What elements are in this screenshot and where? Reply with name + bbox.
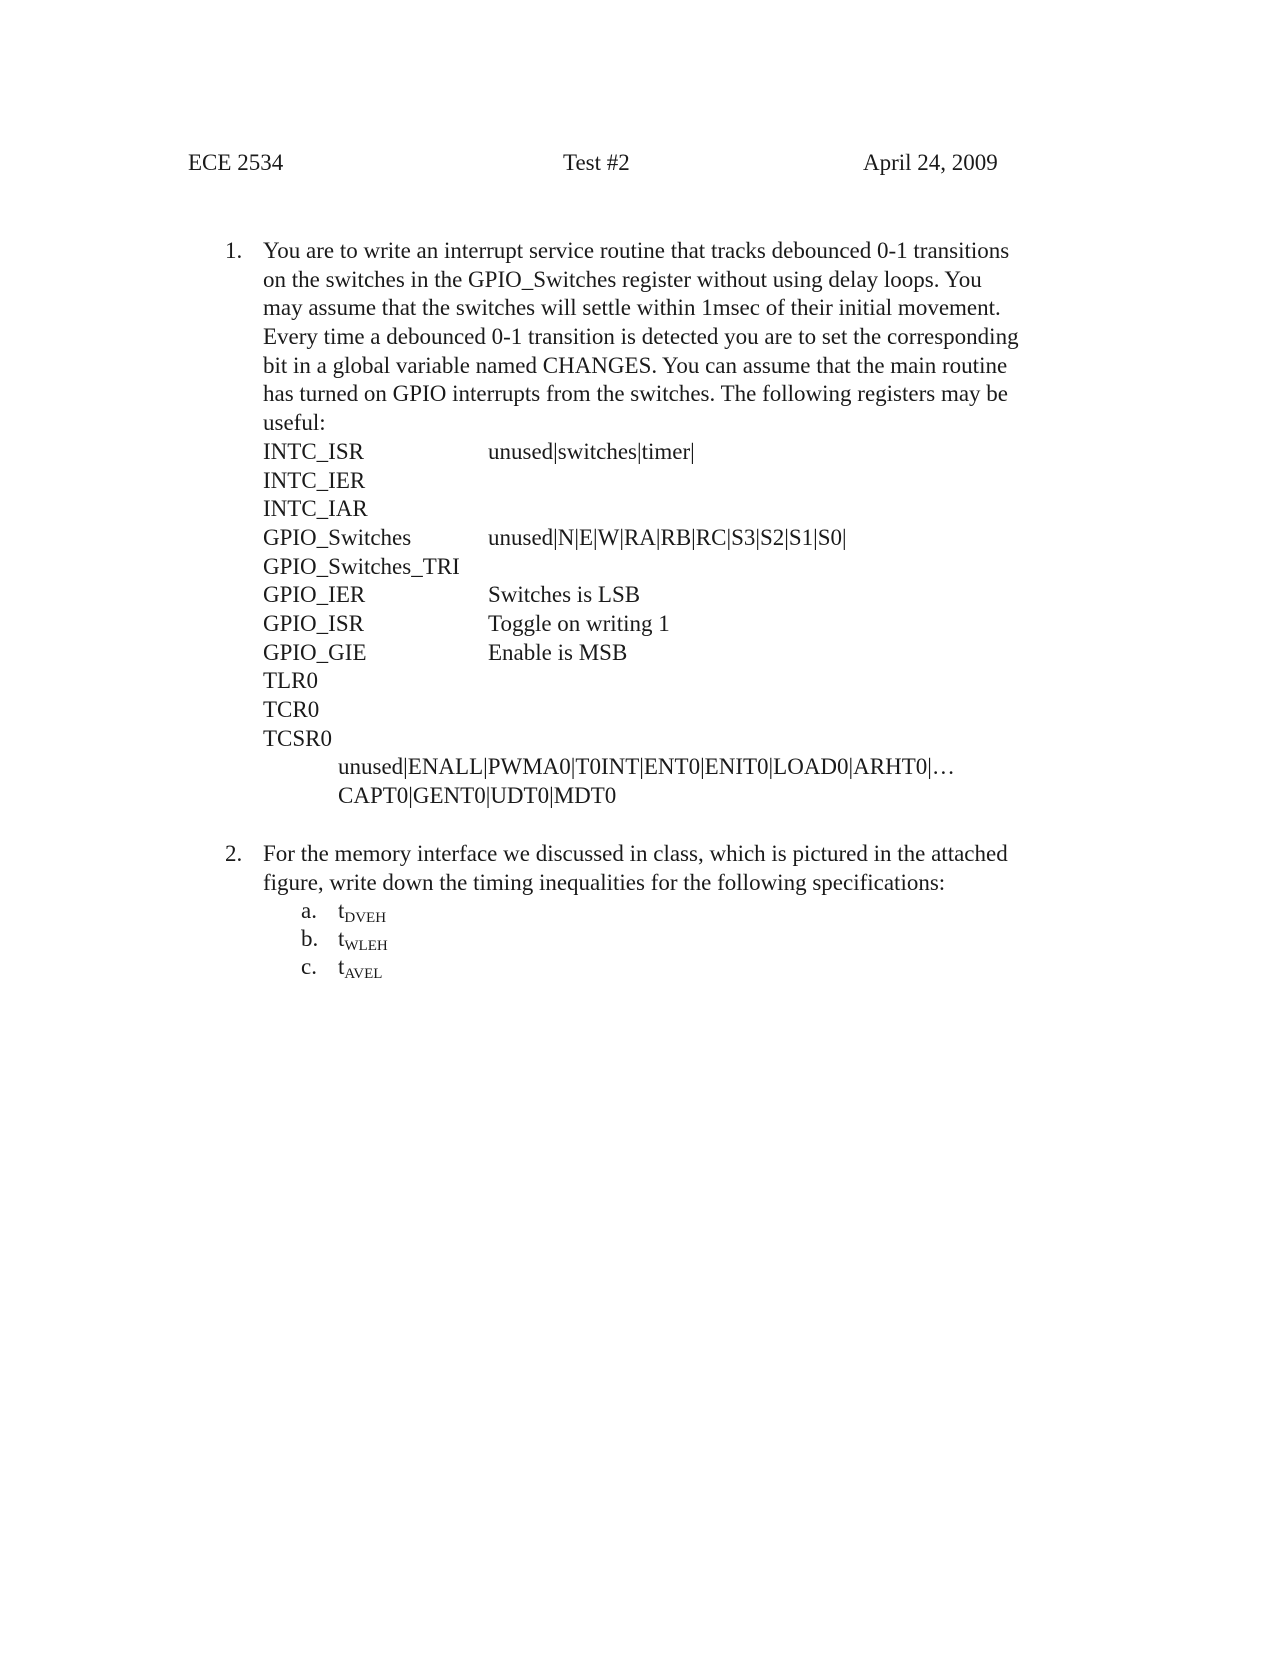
tcsr-fields-line: unused|ENALL|PWMA0|T0INT|ENT0|ENIT0|LOAD0|ARHT0|… <box>338 754 955 780</box>
timing-symbol: t <box>338 926 345 952</box>
question-body <box>263 840 1113 981</box>
page-header <box>188 150 1008 180</box>
register-list <box>263 438 1113 754</box>
test-date: April 24, 2009 <box>863 150 998 175</box>
register-row <box>263 667 1113 696</box>
register-name: INTC_IER <box>263 467 366 493</box>
question-text-line: For the memory interface we discussed in class, which is pictured in the attached <box>263 841 1008 866</box>
question-text-line: may assume that the switches will settle within 1msec of their initial movement. <box>263 295 1001 321</box>
tcsr-field-list <box>263 753 1113 810</box>
test-title: Test #2 <box>563 150 630 175</box>
timing-spec <box>338 897 386 926</box>
register-description: Enable is MSB <box>488 639 628 665</box>
register-name: GPIO_GIE <box>263 639 367 665</box>
question-text-line: on the switches in the GPIO_Switches register without using delay loops. You <box>263 266 982 292</box>
register-description: unused|switches|timer| <box>488 438 695 464</box>
timing-spec <box>338 953 382 982</box>
register-row <box>263 495 1113 524</box>
register-row <box>263 581 1113 610</box>
question-text-line: useful: <box>263 410 326 436</box>
register-row <box>263 524 1113 553</box>
register-name: TCR0 <box>263 697 320 722</box>
timing-spec <box>338 925 388 954</box>
timing-spec-list <box>263 897 1113 981</box>
register-name: GPIO_IER <box>263 582 366 608</box>
timing-subscript: AVEL <box>344 966 383 983</box>
register-name: TCSR0 <box>263 725 333 751</box>
register-row <box>263 553 1113 582</box>
question-text-line: bit in a global variable named CHANGES. You can assume that the main routine <box>263 352 1008 378</box>
timing-subscript: DVEH <box>344 910 387 927</box>
register-description: Switches is LSB <box>488 582 641 608</box>
question-text-line: Every time a debounced 0-1 transition is detected you are to set the corresponding <box>263 324 1019 350</box>
register-row <box>263 696 1113 725</box>
timing-spec-item <box>263 897 1113 925</box>
question-body <box>263 237 1113 811</box>
tcsr-fields-line: CAPT0|GENT0|UDT0|MDT0 <box>338 783 617 809</box>
register-row <box>263 610 1113 639</box>
question-number: 1. <box>225 238 243 263</box>
register-description: unused|N|E|W|RA|RB|RC|S3|S2|S1|S0| <box>488 524 847 550</box>
timing-symbol: t <box>338 954 345 980</box>
course-title: ECE 2534 <box>188 150 284 175</box>
register-name: INTC_IAR <box>263 496 368 522</box>
question-text-line: has turned on GPIO interrupts from the switches. The following registers may be <box>263 381 1009 407</box>
timing-spec-item <box>263 925 1113 953</box>
register-name: TLR0 <box>263 668 318 694</box>
timing-subscript: WLEH <box>344 938 388 955</box>
register-name: GPIO_Switches_TRI <box>263 553 460 579</box>
question-number: 2. <box>225 841 243 866</box>
item-letter: c. <box>301 954 317 980</box>
register-name: GPIO_Switches <box>263 524 412 550</box>
question-text-line: figure, write down the timing inequalities for the following specifications: <box>263 869 946 895</box>
register-row <box>263 438 1113 467</box>
item-letter: b. <box>301 926 319 952</box>
register-row <box>263 467 1113 496</box>
register-name: GPIO_ISR <box>263 610 364 636</box>
register-row <box>263 725 1113 754</box>
timing-spec-item <box>263 953 1113 981</box>
timing-symbol: t <box>338 898 345 924</box>
register-name: INTC_ISR <box>263 438 364 464</box>
register-row <box>263 639 1113 668</box>
question-text-line: You are to write an interrupt service routine that tracks debounced 0-1 transitions <box>263 238 1010 263</box>
register-description: Toggle on writing 1 <box>488 610 670 636</box>
item-letter: a. <box>301 898 317 924</box>
